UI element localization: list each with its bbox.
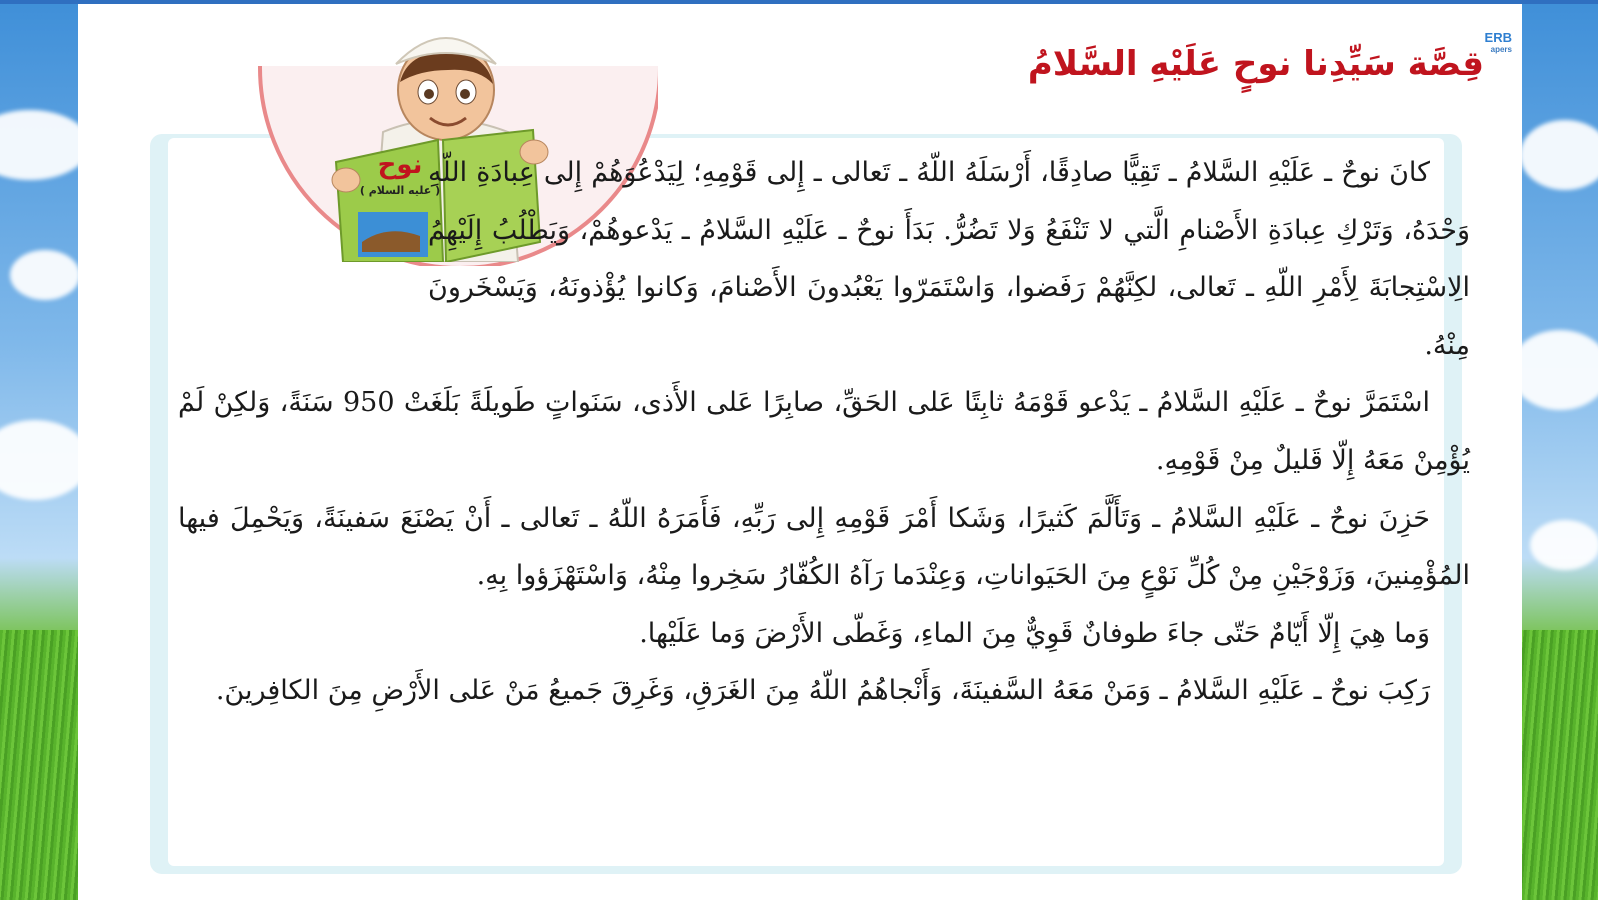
- cloud-decoration: [10, 250, 80, 300]
- brand-text: ERB: [1484, 30, 1512, 45]
- page-title: قِصَّة سَيِّدِنا نوحٍ عَلَيْهِ السَّلامُ: [1027, 44, 1484, 84]
- cloud-decoration: [1530, 520, 1598, 570]
- brand-subtext: apers: [1490, 45, 1512, 54]
- cloud-decoration: [0, 420, 90, 500]
- story-paragraph: كانَ نوحٌ ـ عَلَيْهِ السَّلامُ ـ تَقِيًّا صادِقًا، أَرْسَلَهُ اللّهُ ـ تَعالى ـ إِلى قَوْمِهِ؛ لِيَدْعُوَهُمْ إِلى عِبادَةِ اللّهِ وَحْدَهُ، وَتَرْكِ عِبادَةِ الأَصْنامِ الَّتي لا تَنْفَعُ وَلا تَضُرُّ. بَدَأَ نوحٌ ـ عَلَيْهِ السَّلامُ ـ يَدْعوهُمْ، وَيَطْلُبُ إِلَيْهِمُ الِاسْتِجابَةَ لِأَمْرِ اللّهِ ـ تَعالى، لكِنَّهُمْ رَفَضوا، وَاسْتَمَرّوا يَعْبُدونَ الأَصْنامَ، وَكانوا يُؤْذونَهُ، وَيَسْخَرونَ مِنْهُ.: [428, 157, 1471, 361]
- story-text: [178, 144, 1470, 720]
- book-title: نوح: [377, 150, 423, 180]
- slide: [78, 4, 1522, 900]
- cloud-decoration: [1510, 330, 1598, 410]
- cloud-decoration: [1520, 120, 1598, 190]
- story-paragraph: اسْتَمَرَّ نوحٌ ـ عَلَيْهِ السَّلامُ ـ يَدْعو قَوْمَهُ ثابِتًا عَلى الحَقِّ، صابِرًا عَلى الأَذى، سَنَواتٍ طَويلَةً بَلَغَتْ 950 سَنَةً، وَلكِنْ لَمْ يُؤْمِنْ مَعَهُ إِلّا قَليلٌ مِنْ قَوْمِهِ.: [178, 387, 1470, 476]
- story-paragraph: وَما هِيَ إِلّا أَيّامٌ حَتّى جاءَ طوفانٌ قَوِيٌّ مِنَ الماءِ، وَغَطّى الأَرْضَ وَما عَلَيْها.: [639, 617, 1430, 649]
- story-paragraph: رَكِبَ نوحٌ ـ عَلَيْهِ السَّلامُ ـ وَمَنْ مَعَهُ السَّفينَةَ، وَأَنْجاهُمُ اللّهُ مِنَ الغَرَقِ، وَغَرِقَ جَميعُ مَنْ عَلى الأَرْضِ مِنَ الكافِرينَ.: [215, 675, 1430, 707]
- brand-logo: [1485, 32, 1512, 56]
- book-subtitle: ( عليه السلام ): [359, 184, 441, 197]
- cloud-decoration: [0, 110, 90, 180]
- story-paragraph: حَزِنَ نوحٌ ـ عَلَيْهِ السَّلامُ ـ وَتَأَلَّمَ كَثيرًا، وَشَكا أَمْرَ قَوْمِهِ إِلى رَبِّهِ، فَأَمَرَهُ اللّهُ ـ تَعالى ـ أَنْ يَصْنَعَ سَفينَةً، وَيَحْمِلَ فيها المُؤْمِنينَ، وَزَوْجَيْنِ مِنْ كُلِّ نَوْعٍ مِنَ الحَيَواناتِ، وَعِنْدَما رَآهُ الكُفّارُ سَخِروا مِنْهُ، وَاسْتَهْزَؤوا بِهِ.: [178, 502, 1470, 592]
